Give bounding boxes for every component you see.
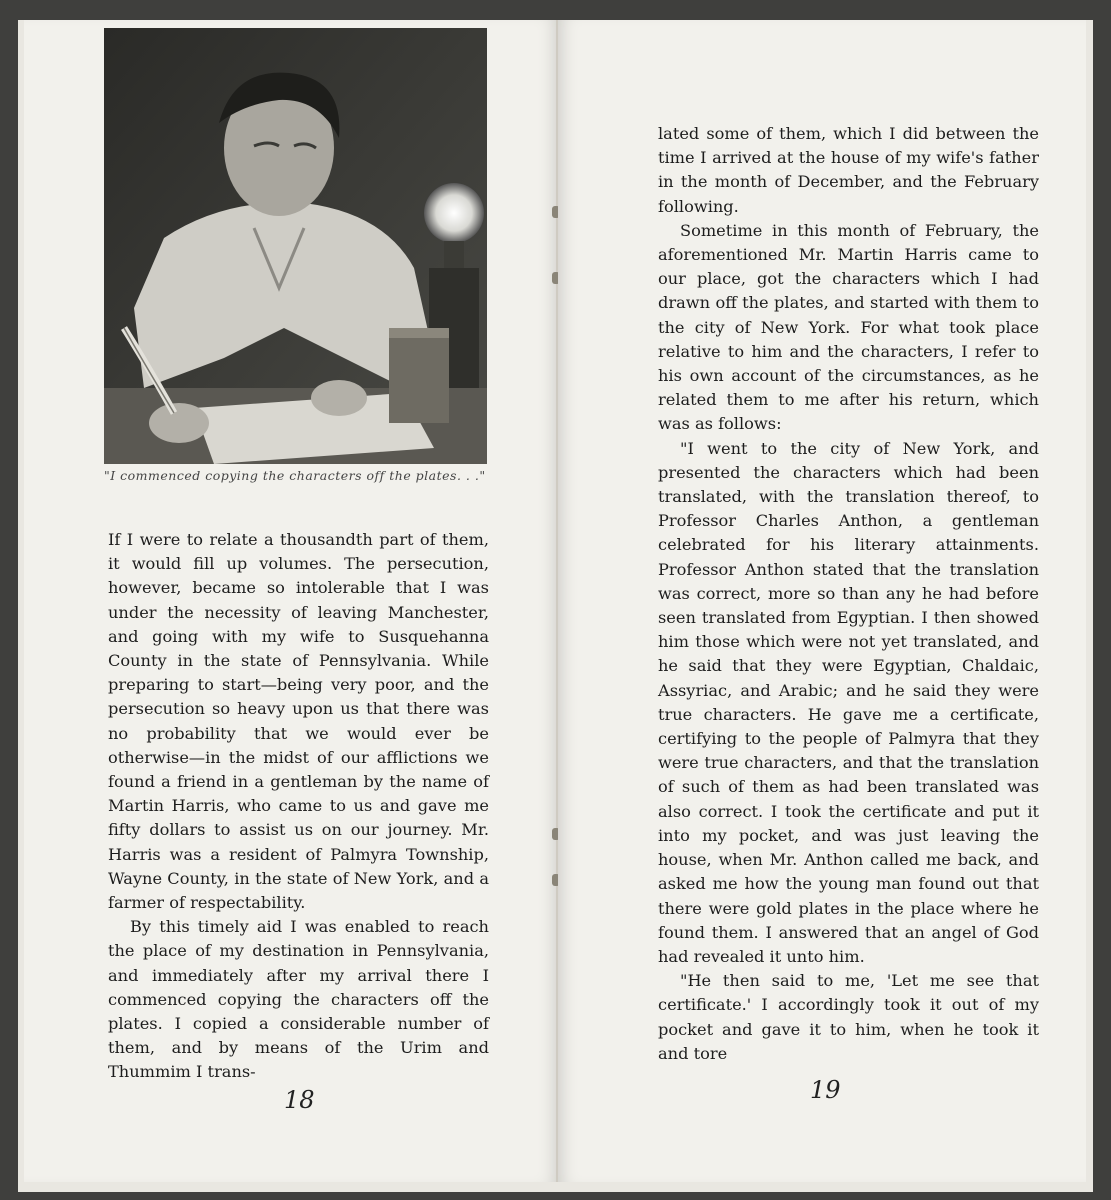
left-page — [24, 20, 558, 1182]
right-hand — [311, 380, 367, 416]
illustration-drawing — [104, 28, 487, 464]
paragraph: Sometime in this month of February, the aforementioned Mr. Martin Harris came to our place, got the characters which I had drawn off the plates, and started with them to the city of New York. For what took place relative to him and the characters, I refer to his own account of the circumstances, as he related them to me after his return, which was as follows: — [658, 220, 1039, 434]
plates-box — [389, 333, 449, 423]
paragraph: By this timely aid I was enabled to reach the place of my destination in Pennsylvania, and immediately after my arrival there I commenced copying the characters off the plates. I copied a considerable number of them, and by means of the Urim and Thummim I trans- — [108, 917, 489, 1082]
right-page-body — [658, 122, 1039, 1066]
page-number-left: 18 — [284, 1086, 315, 1114]
left-page-body — [108, 528, 489, 1085]
left-hand — [149, 403, 209, 443]
paragraph: "He then said to me, 'Let me see that certificate.' I accordingly took it out of my pocket and gave it to him, when he took it and tore — [658, 971, 1039, 1063]
paragraph: "I went to the city of New York, and presented the characters which had been translated, with the translation thereof, to Professor Charles Anthon, a gentleman celebrated for his literary attainments. Professor Anthon stated that the translation was correct, more so than any he had before seen translated from Egyptian. I then showed him those which were not yet translated, and he said that they were Egyptian, Chaldaic, Assyriac, and Arabic; and he said they were true characters. He gave me a certificate, certifying to the people of Palmyra that they were true characters, and that the translation of such of them as had been translated was also correct. I took the certificate and put it into my pocket, and was just leaving the house, when Mr. Anthon called me back, and asked me how the young man found out that there were gold plates in the place where he found them. I answered that an angel of God had revealed it unto him. — [658, 438, 1039, 966]
open-booklet — [18, 20, 1093, 1192]
lamp-globe — [424, 183, 484, 243]
paragraph: lated some of them, which I did between the time I arrived at the house of my wife's father in the month of December, and the February following. — [658, 124, 1039, 216]
illustration-man-copying-characters — [104, 28, 487, 464]
right-page — [558, 20, 1086, 1182]
page-number-right: 19 — [810, 1076, 841, 1104]
paragraph: If I were to relate a thousandth part of them, it would fill up volumes. The persecution, however, became so intolerable that I was under the necessity of leaving Manchester, and going with my wife to Susquehanna County in the state of Pennsylvania. While preparing to start—being very poor, and the persecution so heavy upon us that there was no probability that we would ever be otherwise—in the midst of our afflictions we found a friend in a gentleman by the name of Martin Harris, who came to us and gave me fifty dollars to assist us on our journey. Mr. Harris was a resident of Palmyra Township, Wayne County, in the state of New York, and a farmer of respectability. — [108, 530, 489, 913]
illustration-caption: "I commenced copying the characters off the plates. . ." — [104, 468, 486, 483]
